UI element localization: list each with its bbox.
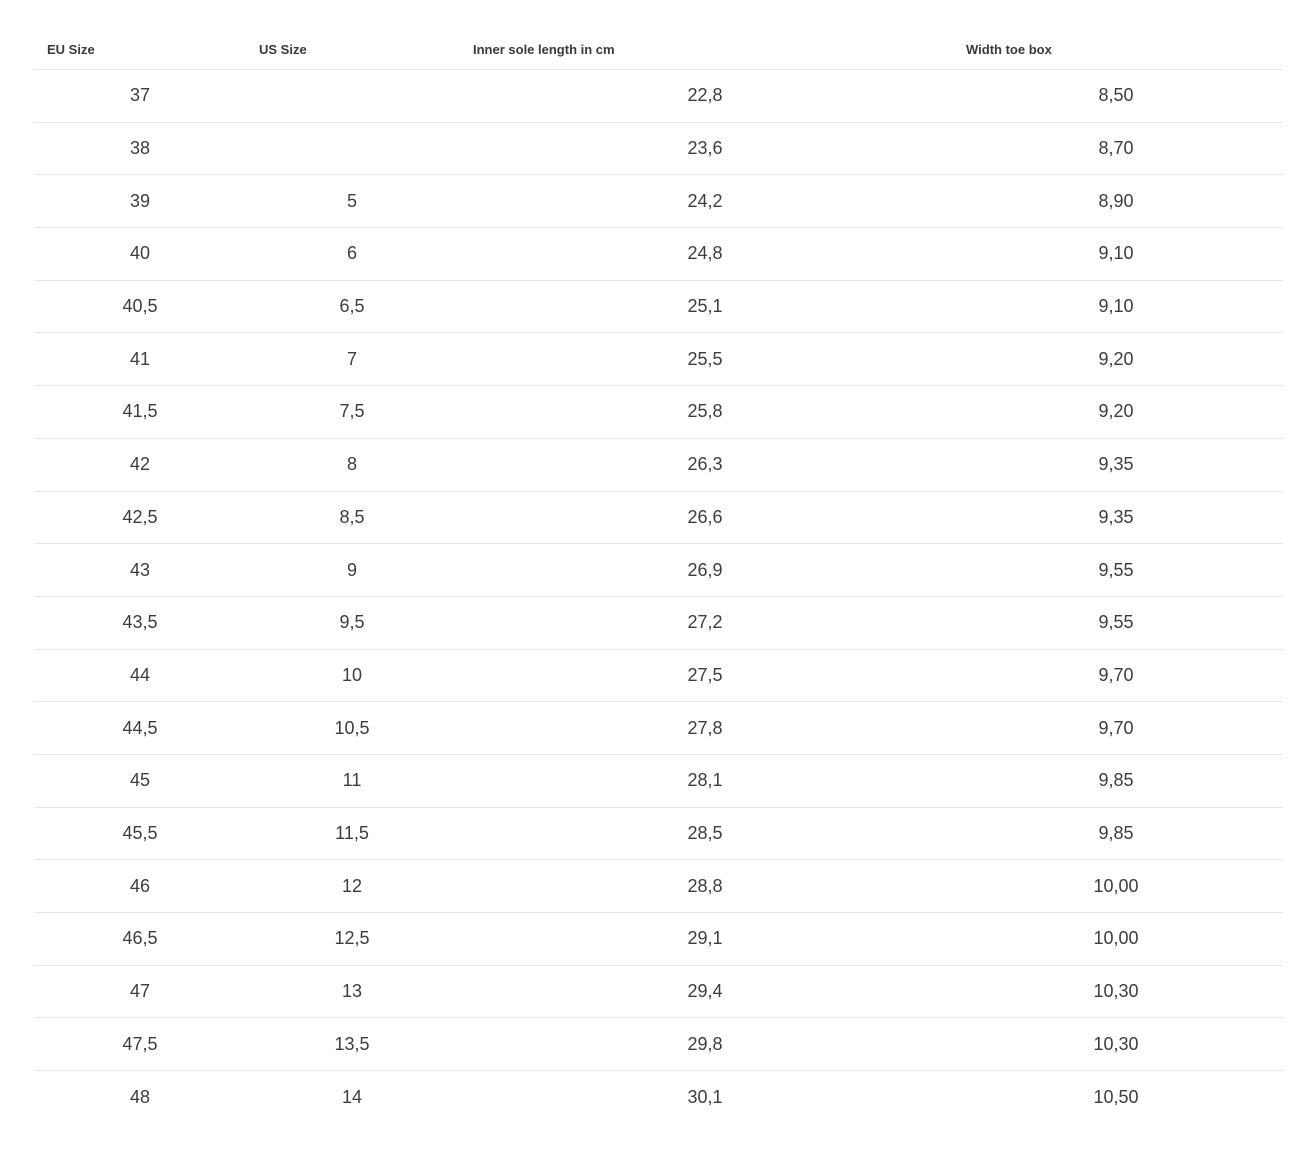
cell-eu-size: 46,5 bbox=[122, 928, 158, 949]
table-row bbox=[34, 123, 1283, 176]
cell-eu-size: 42 bbox=[129, 454, 151, 475]
cell-us-size bbox=[302, 70, 402, 122]
table-row bbox=[34, 333, 1283, 386]
cell-us-size: 13,5 bbox=[334, 1033, 370, 1054]
table-row bbox=[34, 860, 1283, 913]
cell-us-size: 11 bbox=[342, 770, 362, 791]
cell-inner-sole-length: 26,6 bbox=[687, 506, 723, 527]
cell-eu-size: 45 bbox=[129, 770, 151, 791]
cell-inner-sole-length: 24,2 bbox=[687, 190, 723, 211]
cell-eu-size: 47,5 bbox=[122, 1033, 158, 1054]
cell-eu-size: 42,5 bbox=[122, 506, 158, 527]
cell-eu-size: 44 bbox=[129, 664, 151, 685]
cell-width-toe-box: 10,30 bbox=[1093, 1033, 1139, 1054]
cell-width-toe-box: 9,20 bbox=[1098, 401, 1134, 422]
cell-us-size: 11,5 bbox=[335, 822, 369, 843]
table-row bbox=[34, 175, 1283, 228]
table-row bbox=[34, 439, 1283, 492]
header-width-toe-box: Width toe box bbox=[966, 42, 1052, 57]
cell-inner-sole-length: 25,1 bbox=[687, 296, 723, 317]
size-chart-table bbox=[34, 24, 1283, 1124]
cell-width-toe-box: 8,50 bbox=[1098, 85, 1134, 106]
cell-width-toe-box: 8,90 bbox=[1098, 190, 1134, 211]
table-row bbox=[34, 597, 1283, 650]
cell-width-toe-box: 8,70 bbox=[1098, 138, 1134, 159]
table-row bbox=[34, 386, 1283, 439]
table-row bbox=[34, 650, 1283, 703]
cell-width-toe-box: 9,10 bbox=[1098, 243, 1134, 264]
cell-inner-sole-length: 29,1 bbox=[687, 928, 723, 949]
cell-inner-sole-length: 22,8 bbox=[687, 85, 723, 106]
cell-inner-sole-length: 26,3 bbox=[687, 454, 723, 475]
table-row bbox=[34, 1018, 1283, 1071]
cell-us-size: 7,5 bbox=[339, 401, 365, 422]
cell-inner-sole-length: 25,5 bbox=[687, 348, 723, 369]
cell-eu-size: 48 bbox=[129, 1086, 151, 1107]
table-row bbox=[34, 228, 1283, 281]
table-row bbox=[34, 1071, 1283, 1124]
cell-inner-sole-length: 28,5 bbox=[687, 822, 723, 843]
cell-inner-sole-length: 30,1 bbox=[687, 1086, 723, 1107]
cell-eu-size: 37 bbox=[129, 85, 151, 106]
cell-width-toe-box: 9,85 bbox=[1098, 822, 1134, 843]
cell-eu-size: 40,5 bbox=[122, 296, 158, 317]
cell-inner-sole-length: 28,1 bbox=[687, 770, 723, 791]
cell-eu-size: 41,5 bbox=[122, 401, 158, 422]
header-eu-size: EU Size bbox=[47, 42, 95, 57]
cell-eu-size: 47 bbox=[129, 981, 151, 1002]
cell-us-size: 6,5 bbox=[339, 296, 365, 317]
cell-width-toe-box: 10,00 bbox=[1093, 928, 1139, 949]
cell-width-toe-box: 10,00 bbox=[1093, 875, 1139, 896]
cell-inner-sole-length: 29,8 bbox=[687, 1033, 723, 1054]
cell-us-size bbox=[302, 123, 402, 175]
table-row bbox=[34, 281, 1283, 334]
cell-inner-sole-length: 25,8 bbox=[687, 401, 723, 422]
cell-width-toe-box: 9,70 bbox=[1098, 664, 1134, 685]
cell-us-size: 10 bbox=[341, 664, 363, 685]
cell-us-size: 12 bbox=[341, 875, 363, 896]
cell-eu-size: 40 bbox=[129, 243, 151, 264]
cell-us-size: 5 bbox=[346, 190, 357, 211]
cell-width-toe-box: 9,35 bbox=[1098, 454, 1134, 475]
cell-us-size: 8,5 bbox=[339, 506, 365, 527]
table-body bbox=[34, 70, 1283, 1124]
cell-inner-sole-length: 26,9 bbox=[687, 559, 723, 580]
cell-eu-size: 43,5 bbox=[122, 612, 158, 633]
cell-width-toe-box: 10,30 bbox=[1093, 981, 1139, 1002]
table-row bbox=[34, 966, 1283, 1019]
table-row bbox=[34, 913, 1283, 966]
cell-width-toe-box: 9,55 bbox=[1098, 612, 1134, 633]
cell-us-size: 13 bbox=[341, 981, 363, 1002]
cell-width-toe-box: 9,70 bbox=[1098, 717, 1134, 738]
table-row bbox=[34, 808, 1283, 861]
cell-inner-sole-length: 24,8 bbox=[687, 243, 723, 264]
cell-eu-size: 39 bbox=[129, 190, 151, 211]
cell-us-size: 7 bbox=[346, 348, 357, 369]
cell-inner-sole-length: 28,8 bbox=[687, 875, 723, 896]
cell-inner-sole-length: 27,5 bbox=[687, 664, 723, 685]
cell-us-size: 9,5 bbox=[339, 612, 365, 633]
cell-eu-size: 41 bbox=[129, 348, 151, 369]
cell-us-size: 8 bbox=[346, 454, 357, 475]
table-row bbox=[34, 702, 1283, 755]
cell-eu-size: 45,5 bbox=[122, 822, 158, 843]
cell-width-toe-box: 10,50 bbox=[1093, 1086, 1139, 1107]
header-us-size: US Size bbox=[259, 42, 307, 57]
table-row bbox=[34, 492, 1283, 545]
cell-us-size: 14 bbox=[341, 1086, 363, 1107]
cell-inner-sole-length: 29,4 bbox=[687, 981, 723, 1002]
table-row bbox=[34, 544, 1283, 597]
cell-inner-sole-length: 23,6 bbox=[687, 138, 723, 159]
table-row bbox=[34, 70, 1283, 123]
cell-us-size: 10,5 bbox=[334, 717, 370, 738]
cell-width-toe-box: 9,55 bbox=[1098, 559, 1134, 580]
cell-eu-size: 43 bbox=[129, 559, 151, 580]
cell-us-size: 12,5 bbox=[334, 928, 370, 949]
cell-inner-sole-length: 27,8 bbox=[687, 717, 723, 738]
cell-eu-size: 46 bbox=[129, 875, 151, 896]
cell-eu-size: 38 bbox=[129, 138, 151, 159]
table-row bbox=[34, 755, 1283, 808]
cell-width-toe-box: 9,20 bbox=[1098, 348, 1134, 369]
cell-width-toe-box: 9,85 bbox=[1098, 770, 1134, 791]
header-inner-sole-length: Inner sole length in cm bbox=[473, 42, 615, 57]
cell-width-toe-box: 9,35 bbox=[1098, 506, 1134, 527]
cell-width-toe-box: 9,10 bbox=[1098, 296, 1134, 317]
table-header-row bbox=[34, 24, 1283, 70]
cell-us-size: 6 bbox=[346, 243, 357, 264]
cell-eu-size: 44,5 bbox=[122, 717, 158, 738]
cell-inner-sole-length: 27,2 bbox=[687, 612, 723, 633]
cell-us-size: 9 bbox=[346, 559, 357, 580]
